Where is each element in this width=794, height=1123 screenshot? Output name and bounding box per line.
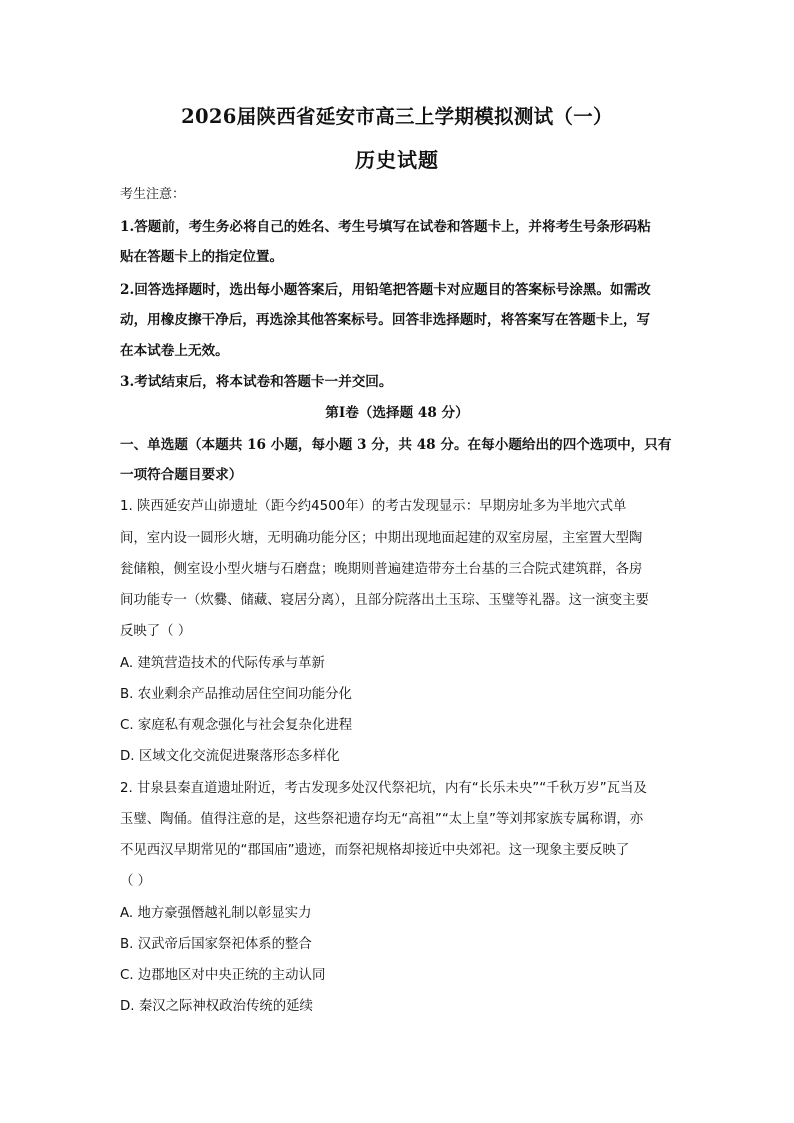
notice-line: 2.回答选择题时，选出每小题答案后，用铅笔把答题卡对应题目的答案标号涂黑。如需改: [120, 282, 651, 298]
question-2-option-c: C. 边郡地区对中央正统的主动认同: [120, 968, 326, 983]
question-2-stem: 不见西汉早期常见的“郡国庙”遗迹，而祭祀规格却接近中央郊祀。这一现象主要反映了: [120, 843, 630, 858]
section-title: 第Ⅰ卷（选择题 48 分）: [325, 405, 469, 421]
question-1-stem: 间功能专一（炊爨、储藏、寝居分离），且部分院落出土玉琮、玉璧等礼器。这一演变主要: [120, 593, 649, 608]
question-1-stem: 反映了（ ）: [120, 624, 192, 639]
notice-heading: 考生注意：: [120, 187, 186, 202]
section-instruction: 一项符合题目要求）: [120, 467, 243, 483]
question-1-stem: 瓮储粮，侧室设小型火塘与石磨盘；晚期则普遍建造带夯土台基的三合院式建筑群，各房: [120, 562, 643, 577]
question-1-option-b: B. 农业剩余产品推动居住空间功能分化: [120, 687, 352, 702]
section-instruction: 一、单选题（本题共 16 小题，每小题 3 分，共 48 分。在每小题给出的四个选项中，只有: [120, 437, 672, 453]
notice-line: 动，用橡皮擦干净后，再选涂其他答案标号。回答非选择题时，将答案写在答题卡上，写: [120, 312, 651, 328]
question-1-option-a: A. 建筑营造技术的代际传承与革新: [120, 656, 325, 671]
question-2-option-d: D. 秦汉之际神权政治传统的延续: [120, 999, 313, 1014]
question-2-stem: 2. 甘泉县秦直道遗址附近，考古发现多处汉代祭祀坑，内有“长乐未央”“千秋万岁”瓦当及: [120, 781, 647, 796]
question-2-option-b: B. 汉武帝后国家祭祀体系的整合: [120, 937, 312, 952]
question-2-option-a: A. 地方豪强僭越礼制以彰显实力: [120, 906, 312, 921]
notice-line: 在本试卷上无效。: [120, 343, 229, 359]
exam-title: 2026届陕西省延安市高三上学期模拟测试（一）: [181, 105, 613, 128]
notice-line: 3.考试结束后，将本试卷和答题卡一并交回。: [120, 374, 393, 390]
question-1-option-d: D. 区域文化交流促进聚落形态多样化: [120, 749, 340, 764]
question-1-stem: 1. 陕西延安芦山峁遗址（距今约4500年）的考古发现显示：早期房址多为半地穴式单: [120, 499, 627, 514]
notice-line: 贴在答题卡上的指定位置。: [120, 249, 284, 265]
question-1-stem: 间，室内设一圆形火塘，无明确功能分区；中期出现地面起建的双室房屋，主室置大型陶: [120, 531, 643, 546]
question-1-option-c: C. 家庭私有观念强化与社会复杂化进程: [120, 718, 353, 733]
question-2-stem: 玉璧、陶俑。值得注意的是，这些祭祀遗存均无“高祖”“太上皇”等刘邦家族专属称谓，亦: [120, 812, 644, 827]
exam-subject-title: 历史试题: [355, 148, 439, 172]
question-2-stem: （ ）: [120, 874, 152, 889]
notice-line: 1.答题前，考生务必将自己的姓名、考生号填写在试卷和答题卡上，并将考生号条形码粘: [120, 219, 651, 235]
